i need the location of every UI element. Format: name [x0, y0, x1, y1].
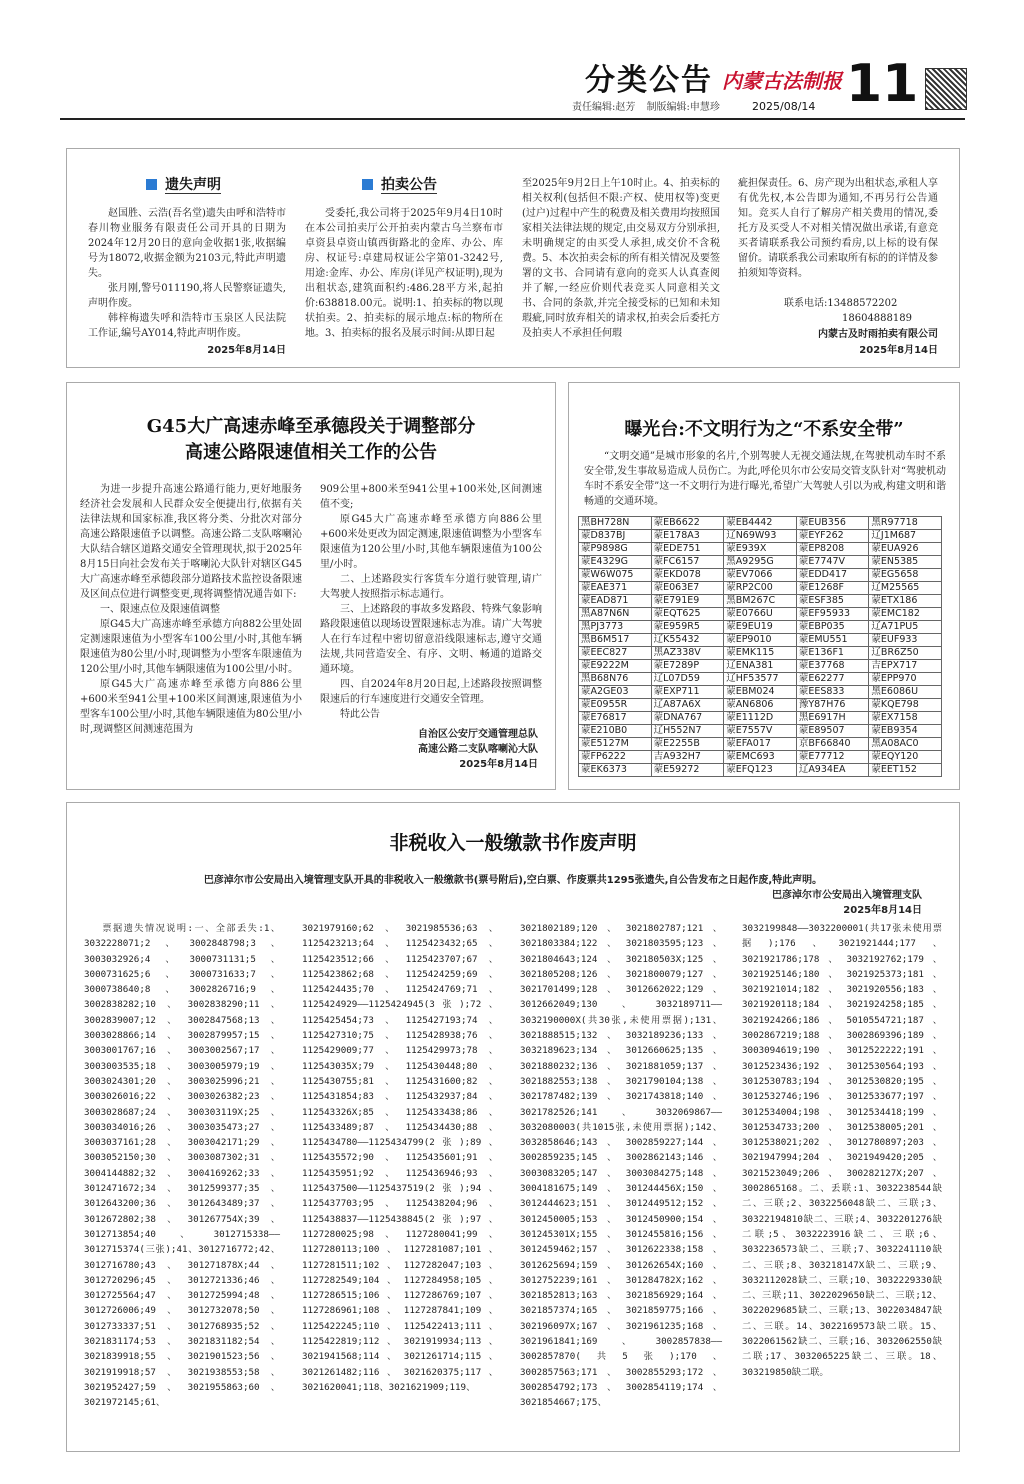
plate-number: 蒙D837BJ	[579, 530, 652, 543]
plate-row	[579, 686, 942, 699]
plate-number: 蒙EPP970	[869, 673, 942, 686]
nontax-col1	[84, 921, 280, 1441]
plate-row	[579, 595, 942, 608]
plate-row	[579, 751, 942, 764]
nontax-title: 非税收入一般缴款书作废声明	[389, 832, 637, 854]
plate-row	[579, 738, 942, 751]
plate-number: 蒙RP2C00	[724, 582, 797, 595]
plate-number: 蒙E62277	[796, 673, 869, 686]
plate-row	[579, 699, 942, 712]
plate-number: 蒙EN5385	[869, 556, 942, 569]
editor-line	[572, 100, 728, 115]
plate-number: 黑A08AC0	[869, 738, 942, 751]
plate-number: 蒙EBM024	[724, 686, 797, 699]
g45-paragraph: 二、上述路段实行客货车分道行驶管理,请广大驾驶人按照指示标志通行。	[320, 574, 542, 600]
plate-row	[579, 660, 942, 673]
plate-number: 蒙ETX186	[869, 595, 942, 608]
plate-number: 黑A9295G	[724, 556, 797, 569]
plate-number: 吉EPX717	[869, 660, 942, 673]
plate-number: 黑B68N76	[579, 673, 652, 686]
plate-number: 蒙EX7158	[869, 712, 942, 725]
exposure-intro-text: “文明交通”是城市形象的名片,个别驾驶人无视交通法规,在驾驶机动车时不系安全带,发生事故易造成人员伤亡。为此,呼伦贝尔市公安局交管支队针对“驾驶机动车时不系安全带”这一不文明行为进行曝光,希望广大驾驶人引以为戒,构建文明和谐畅通的交通环境。	[584, 451, 946, 507]
plate-number: 蒙EK6373	[579, 764, 652, 777]
g45-paragraph: 909公里+800米至941公里+100米处,区间测速值不变;	[320, 484, 542, 510]
plate-number: 蒙E5127M	[579, 738, 652, 751]
plate-number: 辽L07D59	[651, 673, 724, 686]
plate-number: 黑E6917H	[796, 712, 869, 725]
layout-editor: 制版编辑:申慧珍	[646, 102, 720, 113]
auction-contact	[738, 296, 938, 326]
plate-number: 黑R97718	[869, 517, 942, 530]
plate-row	[579, 647, 942, 660]
plate-number: 蒙E76817	[579, 712, 652, 725]
g45-paragraph: 原G45大广高速赤峰至承德方向886公里+600米处更改为固定测速,限速值调整为小型客车限速值为120公里/小时,其他车辆限速值为100公里/小时。	[320, 514, 542, 570]
plate-number: 蒙E063E7	[651, 582, 724, 595]
plate-number: 蒙EES833	[796, 686, 869, 699]
lost-notice-date: 2025年8月14日	[207, 345, 286, 356]
g45-paragraph: 一、限速点位及限速值调整	[100, 604, 220, 615]
plate-number: 蒙EQT625	[651, 608, 724, 621]
plate-row	[579, 517, 942, 530]
lost-notice-paragraph: 赵国胜、云浩(吾名堂)遗失由呼和浩特市春川物业服务有限责任公司开具的日期为2024年12月20日的意向金收据1张,收据编号为18072,收据金额为2103元,特此声明遗失。	[88, 208, 286, 279]
plate-number: 蒙EB6622	[651, 517, 724, 530]
plate-number: 蒙EF95933	[796, 608, 869, 621]
plate-number: 辽BR6Z50	[869, 647, 942, 660]
plate-number: 蒙EAE371	[579, 582, 652, 595]
plate-row	[579, 543, 942, 556]
plate-number: 辽M25565	[869, 582, 942, 595]
g45-signature-2: 高速公路二支队喀喇沁大队	[418, 744, 538, 755]
plate-number: 黑BH728N	[579, 517, 652, 530]
plate-number: 蒙EP8208	[796, 543, 869, 556]
plate-number: 蒙E7557V	[724, 725, 797, 738]
section-title: 分类公告	[585, 63, 713, 98]
exposure-title: 曝光台:不文明行为之“不系安全带”	[624, 419, 904, 440]
nontax-description: 巴彦淖尔市公安局出入境管理支队开具的非税收入一般缴款书(票号附后),空白票、作废票共1295张遗失,自公告发布之日起作废,特此声明。	[203, 875, 823, 886]
lost-notice-paragraph: 韩梓梅遗失呼和浩特市玉泉区人民法院工作证,编号AY014,特此声明作废。	[88, 313, 286, 339]
g45-title	[70, 414, 552, 466]
qr-code-icon	[925, 68, 967, 110]
plate-number: 蒙EFA017	[724, 738, 797, 751]
lost-notice-paragraph: 张月刚,警号011190,将人民警察证遗失,声明作废。	[88, 283, 286, 309]
plate-number: 蒙EYF262	[796, 530, 869, 543]
plate-number: 蒙EUB356	[796, 517, 869, 530]
auction-body-col2	[522, 176, 720, 356]
auction-text: 疵担保责任。6、房产现为出租状态,承租人享有优先权,本公告即为通知,不再另行公告通知。竞买人自行了解房产相关费用的情况,委托方及买受人不对相关情况做出承诺,有意竞买者请联系我公司预约看房,以上标的设有保留价。请联系我公司索取所有标的的详情及参拍须知等资料。	[738, 178, 938, 279]
plate-number: 豫Y87H76	[796, 699, 869, 712]
plate-number: 吉A932H7	[651, 751, 724, 764]
plate-row	[579, 673, 942, 686]
plate-number: 蒙ESF385	[796, 595, 869, 608]
plate-number: 蒙E37768	[796, 660, 869, 673]
nontax-col2	[302, 921, 498, 1441]
square-icon	[362, 179, 373, 190]
g45-title-line: G45大广高速赤峰至承德段关于调整部分	[146, 416, 476, 437]
newspaper-brand: 内蒙古法制报	[722, 69, 842, 93]
plate-number: 蒙E939X	[724, 543, 797, 556]
plate-number: 黑PJ3773	[579, 621, 652, 634]
auction-text: 受委托,我公司将于2025年9月4日10时在本公司拍卖厅公开拍卖内蒙古乌兰察布市卓资县卓资山镇西街路北的金库、办公、库房、权证号:卓建局权证公字第01-3242号,用途:金库、办公、库房(详见产权证明),现为出租状态,建筑面积约:486.28平方米,起拍价:638818.00元。说明:1、拍卖标的物以现状拍卖。2、拍卖标的展示地点:标的物所在地。3、拍卖标的报名及展示时间:从即日起	[305, 208, 503, 339]
plate-number: 蒙EG5658	[869, 569, 942, 582]
plate-number: 蒙E2255B	[651, 738, 724, 751]
auction-text: 至2025年9月2日上午10时止。4、拍卖标的相关权利(包括但不限:产权、使用权等)变更(过户)过程中产生的税费及相关费用均按照国家相关法律法规的规定,由交易双方分别承担,未明确规定的由买受人承担,成交价不含税费。5、本次拍卖会标的所有相关情况及要签署的文书、合同请有意向的竞买人认真查阅并了解,一经应价则代表竞买人同意相关文书、合同的条款,并完全接受标的已知和未知瑕疵,同时放弃相关的请求权,拍卖会后委托方及拍卖人不承担任何瑕	[522, 178, 720, 339]
plate-number: 蒙EMK115	[724, 647, 797, 660]
plate-number: 蒙E9222M	[579, 660, 652, 673]
plate-number: 蒙EB4442	[724, 517, 797, 530]
auction-body-col1	[305, 206, 503, 356]
g45-body-col2	[320, 482, 542, 720]
g45-paragraph: 三、上述路段的事故多发路段、特殊气象影响路段限速值以现场设置限速标志为准。请广大驾驶人在行车过程中密切留意沿线限速标志,遵守交通法规,共同营造安全、有序、文明、畅通的道路交通环境。	[320, 604, 542, 675]
nontax-text: 3021802189;120、3021802787;121、3021803384;122、3021803595;123、3021804643;124、302180503X;125、3021805208;126、3021800079;127、3021701499;128、3012662022;129、3012662049;130、3032189711——3032190000X(共30张,未使用票据);131、3021888515;132、3032189236;133、3032189623;134、3012660625;135、3021880232;136、3021881059;137、3021882553;138、3021790104;138、3021787482;139、3021743818;140、3021782526;141、3032069867——3032080003(共1015张,未使用票据);142、3032858646;143、3002859227;144、3002859235;145、3002862143;146、3003083205;147、3003084275;148、3004181675;149、301244456X;150、3012444623;151、3012449512;152、3012450005;153、3012450900;154、301245301X;155、3012455816;156、3012459462;157、3012622338;158、3012625694;159、301262654X;160、3012752239;161、301284782X;162、3021852813;163、3021856929;164、3021857374;165、3021859775;166、302196097X;167、3021961235;168、3021961841;169、3002857838——3002857870(共5张);170、3002857563;171、3002855293;172、3002854792;173、3002854119;174、3021854667;175、	[520, 923, 722, 1409]
nontax-col4	[742, 921, 942, 1441]
plate-row	[579, 634, 942, 647]
plate-number: 蒙EFQ123	[724, 764, 797, 777]
plate-number: 辽N69W93	[724, 530, 797, 543]
plate-number: 蒙E7747V	[796, 556, 869, 569]
plate-number: 蒙E4329G	[579, 556, 652, 569]
plate-number: 蒙E210B0	[579, 725, 652, 738]
plate-row	[579, 712, 942, 725]
plate-number: 蒙E1112D	[724, 712, 797, 725]
plate-number: 蒙EEC827	[579, 647, 652, 660]
plate-number: 蒙P9898G	[579, 543, 652, 556]
nontax-signature: 巴彦淖尔市公安局出入境管理支队	[772, 890, 922, 901]
plate-row	[579, 725, 942, 738]
auction-company: 内蒙古及时雨拍卖有限公司	[818, 329, 938, 340]
plate-number: 蒙EDE751	[651, 543, 724, 556]
plate-number: 蒙FC6157	[651, 556, 724, 569]
plate-number: 蒙EAD871	[579, 595, 652, 608]
plate-number: 蒙EB9354	[869, 725, 942, 738]
auction-heading: 拍卖公告	[362, 175, 437, 196]
g45-body-col1	[80, 482, 302, 772]
lost-notice-heading: 遗失声明	[146, 175, 221, 196]
plate-row	[579, 582, 942, 595]
plate-number: 蒙E136F1	[796, 647, 869, 660]
nontax-text: 3032199848——3032200001(共17张未使用票据);176、3021921444;177、3021921786;178、3032192762;179、3021925146;180、3021925373;181、3021921014;182、3021920556;183、3021920118;184、3021924258;185、3021924266;186、5010554721;187、3002867219;188、3002869396;189、3003094619;190、3012522222;191、3012523436;192、3012530564;193、3012530783;194、3012530820;195、3012532746;196、3012533677;197、3012534004;198、3012534418;199、3012534733;200、3012538005;201、3012538021;202、3012780897;203、3021947994;204、3021949420;205、3021523049;206、300282127X;207、3002865168。二、丢联:1、3032238544缺二、三联;2、3032256048缺二、三联;3、30322194810缺二、三联;4、3032201276缺二联;5、3032223916缺二、三联;6、3032236573缺二、三联;7、3032241110缺二、三联;8、303218147X缺二、三联;9、3032112028缺二、三联;10、3032229330缺二、三联;11、3022029650缺二、三联;12、3022029685缺二、三联;13、3022034847缺二、三联。14、3022169573缺二联。15、3022061562缺二、三联;16、3032062550缺二联;17、3032065225缺二、三联。18、303219850缺二联。	[742, 923, 942, 1378]
editor: 责任编辑:赵芳	[572, 102, 636, 113]
g45-paragraph: 原G45大广高速赤峰至承德方向882公里处固定测速限速值为小型客车100公里/小时,其他车辆限速值为80公里/小时,现调整为小型客车限速值为120公里/小时,其他车辆限速值为100公里/小时。	[80, 619, 302, 675]
plate-row	[579, 764, 942, 777]
square-icon	[146, 179, 157, 190]
plate-number: 蒙E959R5	[651, 621, 724, 634]
g45-paragraph: 四、自2024年8月20日起,上述路段按照调整限速后的行车速度进行交通安全管理。	[320, 679, 542, 705]
exposure-intro	[584, 449, 946, 511]
plate-number: 蒙EP9010	[724, 634, 797, 647]
auction-body-col3	[738, 176, 938, 294]
plate-row	[579, 608, 942, 621]
plate-number: 蒙FP6222	[579, 751, 652, 764]
g45-signature-1: 自治区公安厅交通管理总队	[418, 729, 538, 740]
plate-number: 蒙EXP711	[651, 686, 724, 699]
plate-number: 黑A87N6N	[579, 608, 652, 621]
plate-number: 蒙E89507	[796, 725, 869, 738]
g45-paragraph: 特此公告	[340, 709, 380, 720]
nontax-col3	[520, 921, 722, 1441]
plate-number: 蒙E1268F	[796, 582, 869, 595]
contact-phone: 联系电话:13488572202	[784, 298, 898, 309]
nontax-date: 2025年8月14日	[843, 905, 922, 916]
plate-number: 蒙EV7066	[724, 569, 797, 582]
plate-number: 蒙EMU551	[796, 634, 869, 647]
plate-number: 蒙W6W075	[579, 569, 652, 582]
plate-number: 蒙DNA767	[651, 712, 724, 725]
plate-number: 蒙E0766U	[724, 608, 797, 621]
plate-number: 蒙E791E9	[651, 595, 724, 608]
plate-number: 蒙EMC693	[724, 751, 797, 764]
page-number: 11	[846, 54, 919, 114]
plate-row	[579, 556, 942, 569]
plate-number: 辽HF53577	[724, 673, 797, 686]
plate-number: 辽A71PU5	[869, 621, 942, 634]
plate-number: 蒙EET152	[869, 764, 942, 777]
plate-number: 辽H552N7	[651, 725, 724, 738]
plate-row	[579, 569, 942, 582]
plate-number: 辽ENA381	[724, 660, 797, 673]
plate-number: 蒙E0955R	[579, 699, 652, 712]
plate-number: 蒙E9EU19	[724, 621, 797, 634]
plate-number: 黑E6086U	[869, 686, 942, 699]
plate-row	[579, 621, 942, 634]
plate-number: 蒙EQY120	[869, 751, 942, 764]
plate-number: 黑BM267C	[724, 595, 797, 608]
plate-number: 京BF66840	[796, 738, 869, 751]
plate-number: 蒙E7289P	[651, 660, 724, 673]
plate-number: 蒙EMC182	[869, 608, 942, 621]
plate-number: 辽A87A6X	[651, 699, 724, 712]
plate-number: 辽A934EA	[796, 764, 869, 777]
plate-number: 蒙E77712	[796, 751, 869, 764]
plate-number: 黑B6M517	[579, 634, 652, 647]
plate-number: 辽J1M687	[869, 530, 942, 543]
plates-table	[578, 516, 942, 777]
nontax-text: 3021979160;62、3021985536;63、1125423213;64、1125423432;65、1125423512;66、1125423707;67、1125423862;68、1125424259;69、1125424435;70、1125424769;71、1125424929——1125424945(3张);72、1125425454;73、1125427193;74、1125427310;75、1125428938;76、1125429009;77、1125429973;78、112543035X;79、1125430448;80、1125430755;81、1125431600;82、1125431854;83、1125432937;84、112543326X;85、1125433438;86、1125433489;87、1125434430;88、1125434780——1125434799(2张);89、1125435572;90、1125435601;91、1125435951;92、1125436946;93、1125437500——1125437519(2张);94、1125437703;95、1125438204;96、1125438837——1125438845(2张);97、1127280025;98、1127280041;99、1127280113;100、1127281087;101、1127281511;102、1127282047;103、1127282549;104、1127284958;105、1127286515;106、1127286769;107、1127286961;108、1127287841;109、1125422245;110、1125422413;111、1125422819;112、3021919934;113、3021941568;114、3021261714;115、3021261482;116、3021620375;117、3021620041;118、3021621909;119、	[302, 923, 498, 1393]
g45-paragraph: 为进一步提升高速公路通行能力,更好地服务经济社会发展和人民群众安全便捷出行,依据有关法律法规和国家标准,我区将分类、分批次对部分高速公路限速值予以调整。高速公路二支队喀喇沁大队结合辖区道路交通安全管理现状,拟于2025年8月15日向社会发布关于喀喇沁大队针对辖区G45大广高速赤峰至承德段部分道路技术监控设备限速及区间点位进行调整变更,现将调整情况通告如下:	[80, 484, 302, 600]
plate-number: 蒙EBP035	[796, 621, 869, 634]
header-rule	[60, 118, 965, 120]
g45-date: 2025年8月14日	[459, 759, 538, 770]
contact-phone-2: 18604888189	[842, 313, 912, 324]
plate-number: 蒙EUA926	[869, 543, 942, 556]
plate-number: 蒙E178A3	[651, 530, 724, 543]
g45-title-line: 高速公路限速值相关工作的公告	[185, 442, 437, 463]
plate-number: 蒙KQE798	[869, 699, 942, 712]
plate-row	[579, 530, 942, 543]
issue-date: 2025/08/14	[752, 100, 816, 113]
auction-date: 2025年8月14日	[859, 345, 938, 356]
plate-number: 蒙EDD417	[796, 569, 869, 582]
plate-number: 蒙EKD078	[651, 569, 724, 582]
lost-notice-body	[88, 206, 286, 338]
plate-number: 蒙A2GE03	[579, 686, 652, 699]
nontax-text: 票据遗失情况说明:一、全部丢失:1、3032228071;2、3002848798;3、3003032926;4、3000731131;5、3000731625;6、3000731633;7、3000738640;8、3002826716;9、3002838282;10、3002838290;11、3002839007;12、3002847568;13、3003028866;14、3002879957;15、3003001767;16、3003002567;17、3003003535;18、3003005979;19、3003024301;20、3003025996;21、3003026016;22、3003026382;23、3003028687;24、300303119X;25、3003034016;26、3003035473;27、3003037161;28、3003042171;29、3003052150;30、3003087302;31、3004144882;32、3004169262;33、3012471672;34、3012599377;35、3012643200;36、3012643489;37、3012672802;38、301267754X;39、3012713854;40、3012715338——3012715374(三张);41、3012716772;42、3012716780;43、301271878X;44、3012720296;45、3012721336;46、3012725564;47、3012725994;48、3012726006;49、3012732078;50、3012733337;51、3012768935;52、3021831174;53、3021831182;54、3021839918;55、3021901523;56、3021919918;57、3021938553;58、3021952427;59、3021955863;60、3021972145;61、	[84, 923, 280, 1409]
plate-number: 蒙E59272	[651, 764, 724, 777]
plate-number: 蒙EUF933	[869, 634, 942, 647]
g45-paragraph: 原G45大广高速赤峰至承德方向886公里+600米至941公里+100米区间测速,限速值为小型客车100公里/小时,其他车辆限速值为80公里/小时,现调整区间测速范围为	[80, 679, 302, 735]
plate-number: 黑AZ338V	[651, 647, 724, 660]
plate-number: 辽K55432	[651, 634, 724, 647]
plate-number: 蒙AN6806	[724, 699, 797, 712]
